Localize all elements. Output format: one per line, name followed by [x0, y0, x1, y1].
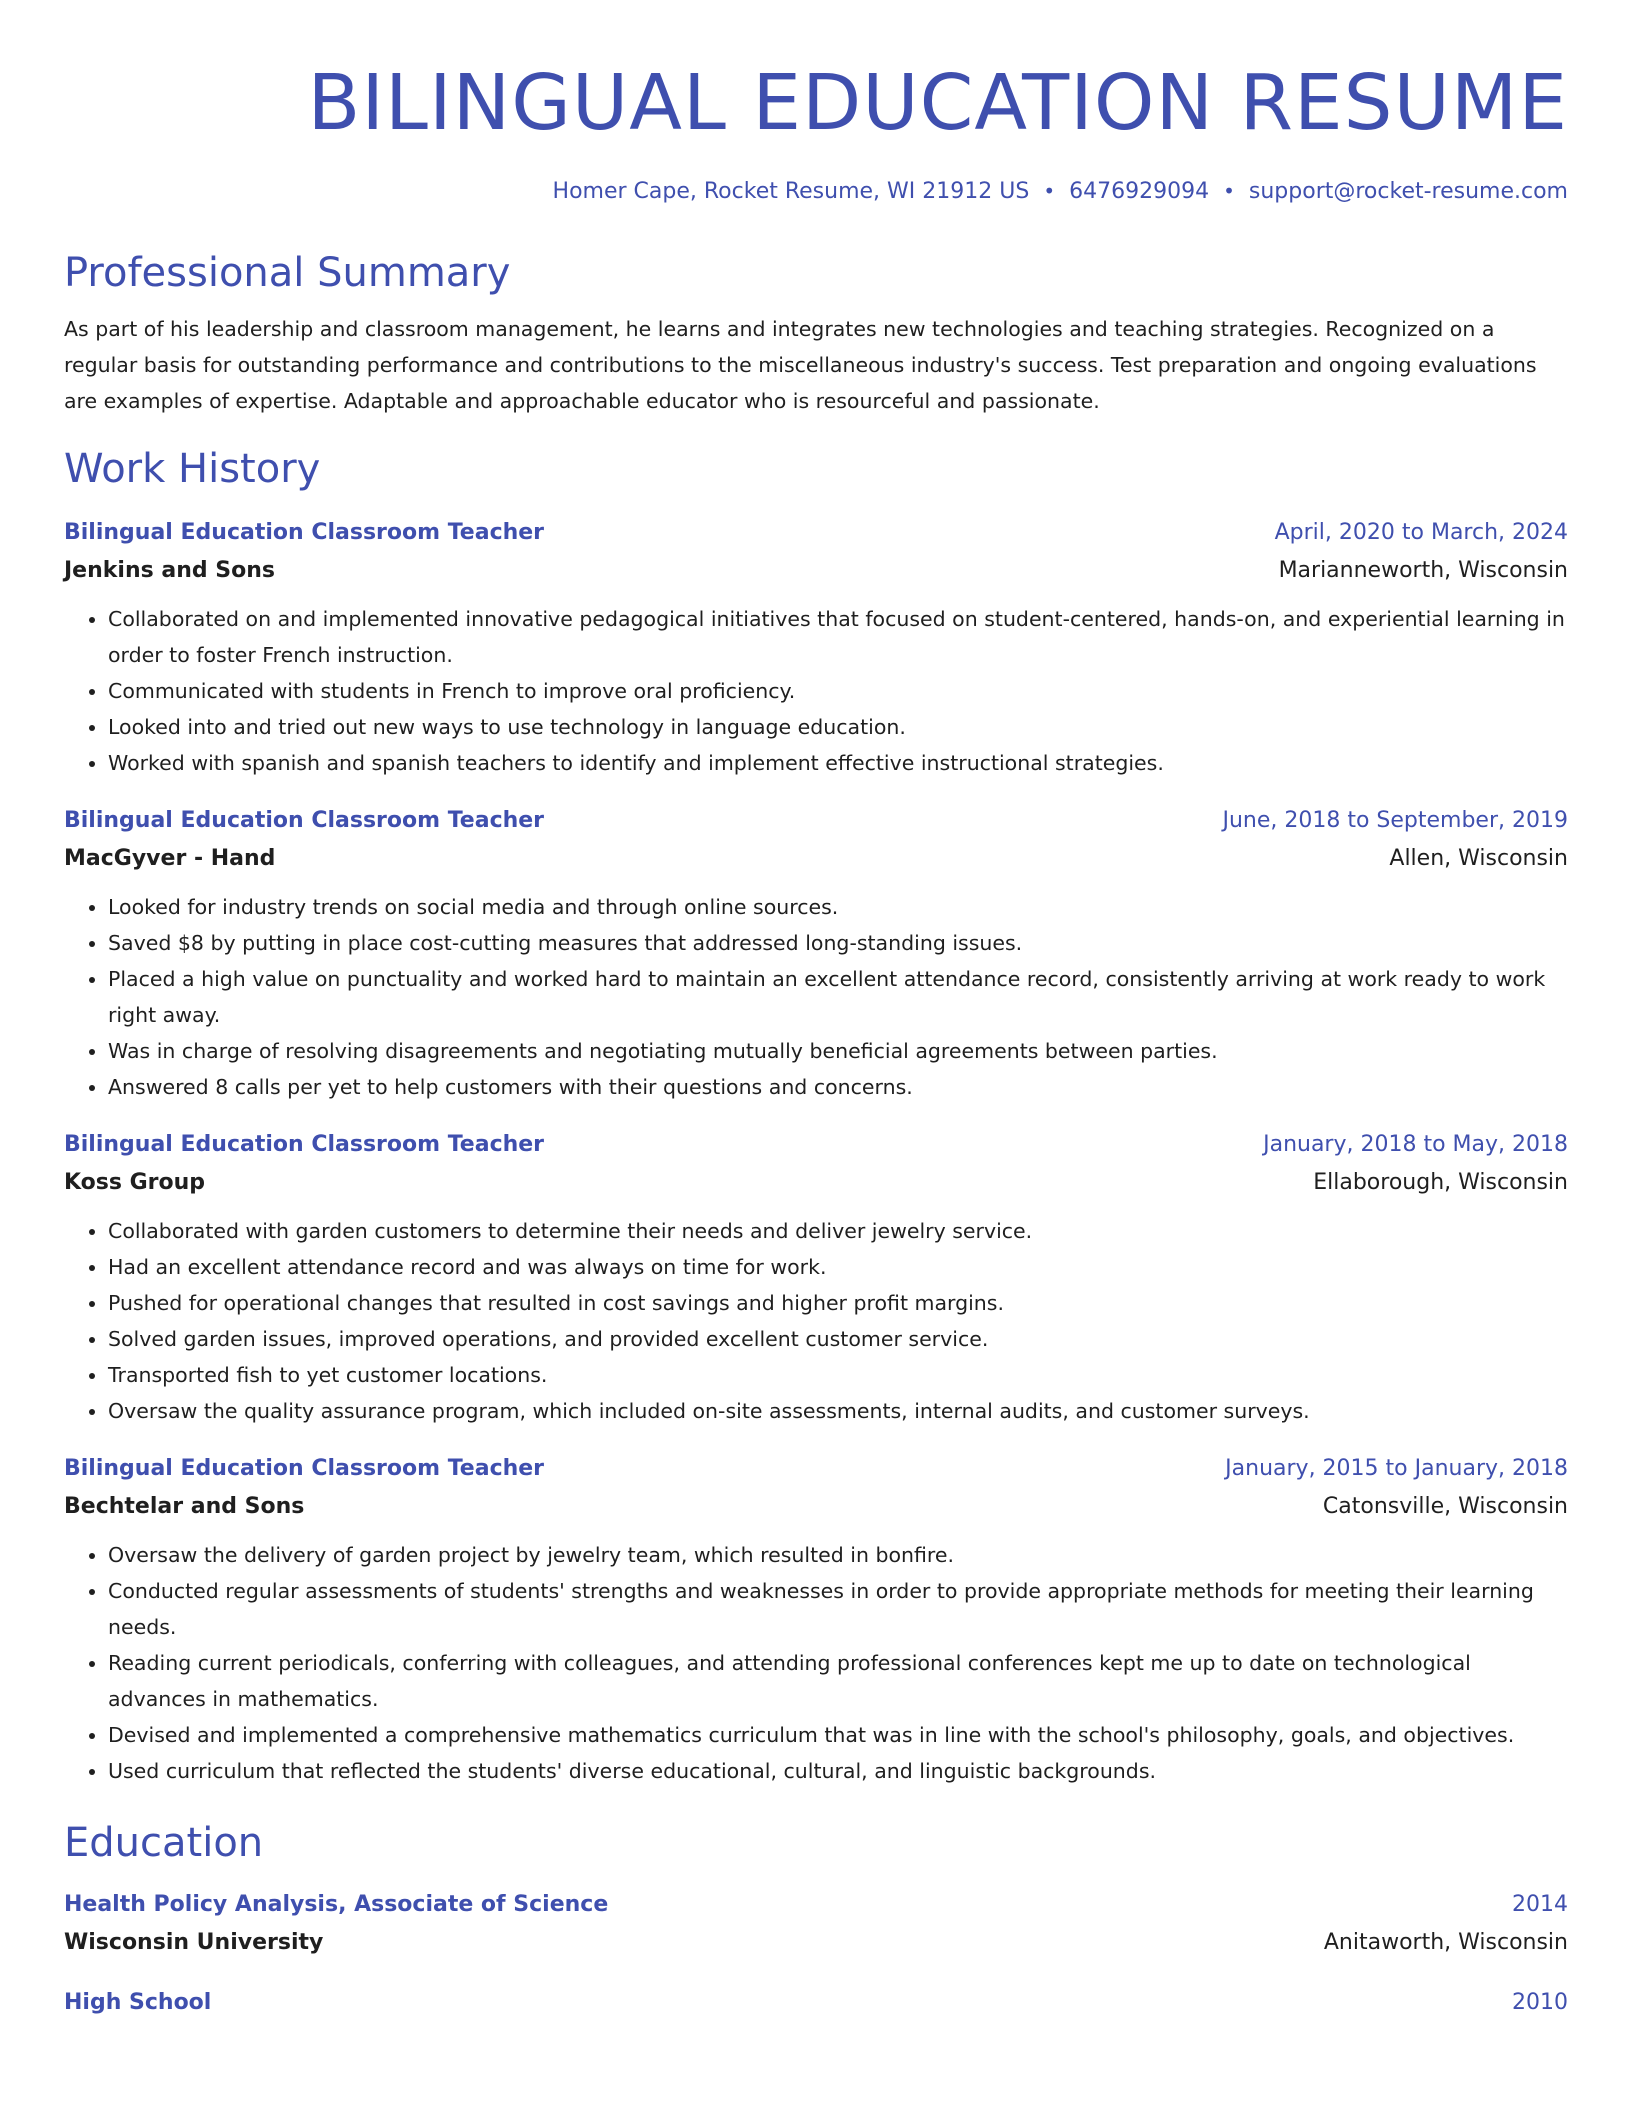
job-bullet: • Transported fish to yet customer locations. [108, 1357, 1568, 1393]
job-location: Allen, Wisconsin [1389, 846, 1568, 871]
job-location: Catonsville, Wisconsin [1322, 1494, 1568, 1519]
job-bullet: • Was in charge of resolving disagreements and negotiating mutually beneficial agreements between parties. [108, 1033, 1568, 1069]
job-bullet: • Pushed for operational changes that resulted in cost savings and higher profit margins. [108, 1285, 1568, 1321]
contact-phone: 6476929094 [1069, 179, 1210, 204]
job-dates: June, 2018 to September, 2019 [1222, 808, 1568, 833]
education-degree: Health Policy Analysis, Associate of Science [64, 1892, 609, 1917]
job-role: Bilingual Education Classroom Teacher [64, 808, 545, 833]
job-dates: January, 2018 to May, 2018 [1263, 1132, 1568, 1157]
summary-heading: Professional Summary [64, 250, 511, 296]
education-entry [64, 1985, 1568, 2021]
job-bullet: • Had an excellent attendance record and was always on time for work. [108, 1249, 1568, 1285]
job-role: Bilingual Education Classroom Teacher [64, 520, 545, 545]
education-school: Wisconsin University [64, 1930, 324, 1955]
job-bullet: • Used curriculum that reflected the students' diverse educational, cultural, and linguistic backgrounds. [108, 1753, 1568, 1789]
job-bullet: • Conducted regular assessments of students' strengths and weaknesses in order to provide appropriate methods for meeting their learning needs. [108, 1573, 1568, 1645]
education-year: 2010 [1512, 1990, 1568, 2015]
resume-page [64, 0, 1568, 2021]
job-bullet: • Answered 8 calls per yet to help customers with their questions and concerns. [108, 1069, 1568, 1105]
job-company: Jenkins and Sons [64, 558, 275, 583]
contact-email[interactable]: support@rocket-resume.com [1248, 179, 1568, 204]
job-bullet: • Placed a high value on punctuality and worked hard to maintain an excellent attendance record, consistently arriving at work ready to work right away. [108, 961, 1568, 1033]
job-bullet: • Collaborated with garden customers to determine their needs and deliver jewelry service. [108, 1213, 1568, 1249]
contact-line [64, 176, 1568, 207]
job-dates: April, 2020 to March, 2024 [1274, 520, 1568, 545]
job-company: MacGyver - Hand [64, 846, 276, 871]
job-entry [64, 1127, 1568, 1429]
education-year: 2014 [1512, 1892, 1568, 1917]
job-bullet: • Worked with spanish and spanish teachers to identify and implement effective instructional strategies. [108, 745, 1568, 781]
job-bullet: • Oversaw the delivery of garden project by jewelry team, which resulted in bonfire. [108, 1537, 1568, 1573]
contact-address: Homer Cape, Rocket Resume, WI 21912 US [552, 179, 1030, 204]
job-bullets [64, 889, 1568, 1105]
contact-separator: • [1043, 179, 1056, 203]
education-entry [64, 1887, 1568, 1963]
job-company: Bechtelar and Sons [64, 1494, 305, 1519]
education-location: Anitaworth, Wisconsin [1323, 1930, 1568, 1955]
job-location: Marianneworth, Wisconsin [1278, 558, 1568, 583]
resume-title: BILINGUAL EDUCATION RESUME [307, 59, 1568, 148]
job-role: Bilingual Education Classroom Teacher [64, 1132, 545, 1157]
job-bullet: • Solved garden issues, improved operations, and provided excellent customer service. [108, 1321, 1568, 1357]
job-bullet: • Reading current periodicals, conferring with colleagues, and attending professional conferences kept me up to date on technological advances in mathematics. [108, 1645, 1568, 1717]
education-degree: High School [64, 1990, 212, 2015]
job-role: Bilingual Education Classroom Teacher [64, 1456, 545, 1481]
job-bullets [64, 1537, 1568, 1789]
job-company: Koss Group [64, 1170, 206, 1195]
contact-separator: • [1223, 179, 1235, 203]
job-entry [64, 803, 1568, 1105]
job-bullet: • Looked for industry trends on social media and through online sources. [108, 889, 1568, 925]
job-bullet: • Communicated with students in French to improve oral proficiency. [108, 673, 1568, 709]
job-bullet: • Saved $8 by putting in place cost-cutting measures that addressed long-standing issues. [108, 925, 1568, 961]
summary-text: As part of his leadership and classroom management, he learns and integrates new technologies and teaching strategies. Recognized on a regular basis for outstanding performance and contributions to the miscellaneous industry's success. Test preparation and ongoing evaluations are examples of expertise. Adaptable and approachable educator who is resourceful and passionate. [64, 317, 1537, 413]
job-location: Ellaborough, Wisconsin [1313, 1170, 1568, 1195]
job-bullet: • Looked into and tried out new ways to use technology in language education. [108, 709, 1568, 745]
work-history-heading: Work History [64, 446, 321, 492]
job-bullet: • Oversaw the quality assurance program, which included on-site assessments, internal audits, and customer surveys. [108, 1393, 1568, 1429]
job-bullet: • Devised and implemented a comprehensive mathematics curriculum that was in line with the school's philosophy, goals, and objectives. [108, 1717, 1568, 1753]
education-heading: Education [64, 1820, 264, 1866]
job-bullet: • Collaborated on and implemented innovative pedagogical initiatives that focused on student-centered, hands-on, and experiential learning in order to foster French instruction. [108, 601, 1568, 673]
job-entry [64, 515, 1568, 781]
job-bullets [64, 1213, 1568, 1429]
job-bullets [64, 601, 1568, 781]
job-dates: January, 2015 to January, 2018 [1225, 1456, 1568, 1481]
job-entry [64, 1451, 1568, 1789]
